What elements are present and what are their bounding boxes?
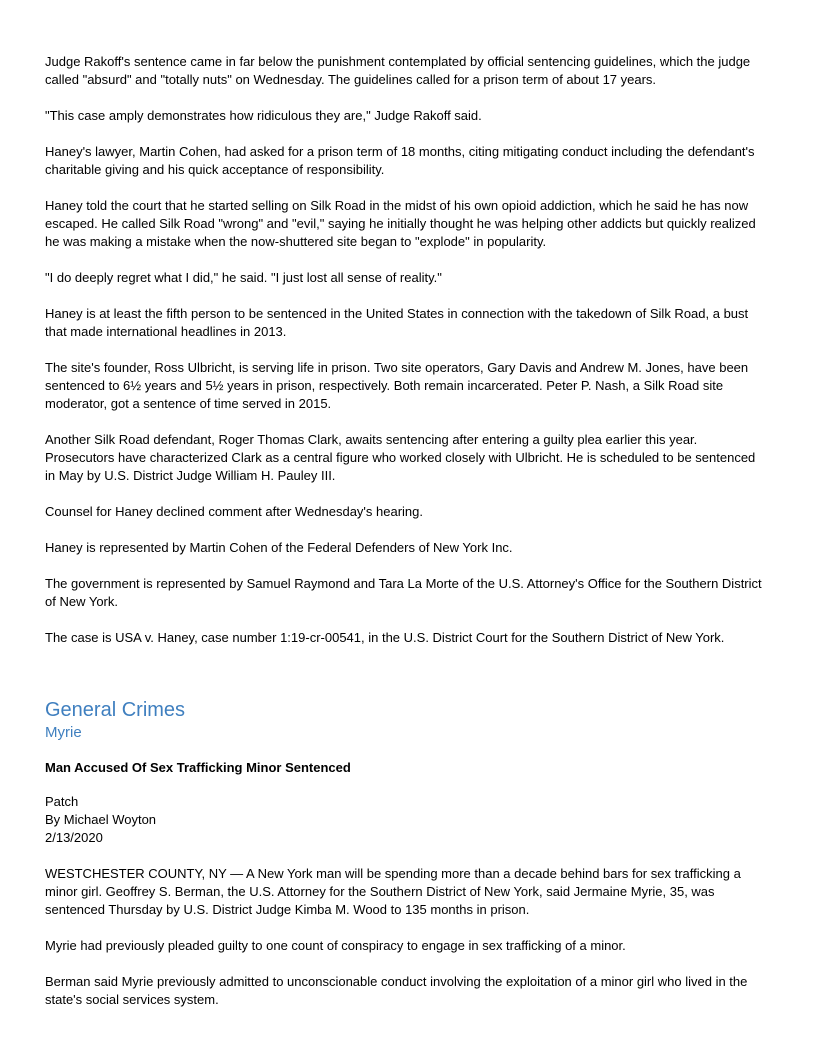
article-date: 2/13/2020: [45, 830, 103, 845]
article1-paragraph: The government is represented by Samuel Raymond and Tara La Morte of the U.S. Attorney's Office for the Southern District of New York.: [45, 576, 762, 609]
article1-paragraph: Haney's lawyer, Martin Cohen, had asked for a prison term of 18 months, citing mitigating conduct including the defendant's charitable giving and his quick acceptance of responsibility.: [45, 144, 755, 177]
article1-paragraph: "This case amply demonstrates how ridiculous they are," Judge Rakoff said.: [45, 108, 482, 123]
article2-paragraph: WESTCHESTER COUNTY, NY — A New York man will be spending more than a decade behind bars for sex trafficking a minor girl. Geoffrey S. Berman, the U.S. Attorney for the Southern District of New York, said Jermaine Myrie, 35, was sentenced Thursday by U.S. District Judge Kimba M. Wood to 135 months in prison.: [45, 866, 741, 917]
article-meta: [45, 793, 156, 847]
section-title: General Crimes: [45, 699, 186, 721]
article1-paragraph: Another Silk Road defendant, Roger Thomas Clark, awaits sentencing after entering a guilty plea earlier this year. Prosecutors have characterized Clark as a central figure who worked closely with Ulbricht. He is scheduled to be sentenced in May by U.S. District Judge William H. Pauley III.: [45, 432, 756, 483]
article-byline: By Michael Woyton: [45, 812, 157, 827]
article1-paragraph: The case is USA v. Haney, case number 1:19-cr-00541, in the U.S. District Court for the Southern District of New York.: [45, 630, 725, 645]
article1-paragraph: Haney told the court that he started selling on Silk Road in the midst of his own opioid addiction, which he said he has now escaped. He called Silk Road "wrong" and "evil," saying he initially thought he was helping other addicts but quickly realized he was making a mistake when the now-shuttered site began to "explode" in popularity.: [45, 198, 756, 249]
article1-paragraph: "I do deeply regret what I did," he said. "I just lost all sense of reality.": [45, 270, 442, 285]
article1-paragraph: Haney is represented by Martin Cohen of the Federal Defenders of New York Inc.: [45, 540, 513, 555]
article2-paragraph: Berman said Myrie previously admitted to unconscionable conduct involving the exploitation of a minor girl who lived in the state's social services system.: [45, 974, 748, 1007]
section-subtitle: Myrie: [45, 724, 82, 741]
article1-paragraph: Haney is at least the fifth person to be sentenced in the United States in connection with the takedown of Silk Road, a bust that made international headlines in 2013.: [45, 306, 749, 339]
article-source: Patch: [45, 794, 79, 809]
article1-paragraph: The site's founder, Ross Ulbricht, is serving life in prison. Two site operators, Gary Davis and Andrew M. Jones, have been sentenced to 6½ years and 5½ years in prison, respectively. Both remain incarcerated. Peter P. Nash, a Silk Road site moderator, got a sentence of time served in 2015.: [45, 360, 749, 411]
article1-paragraph: Judge Rakoff's sentence came in far below the punishment contemplated by official sentencing guidelines, which the judge called "absurd" and "totally nuts" on Wednesday. The guidelines called for a prison term of about 17 years.: [45, 54, 751, 87]
article-headline: Man Accused Of Sex Trafficking Minor Sentenced: [45, 760, 351, 775]
article1-paragraph: Counsel for Haney declined comment after Wednesday's hearing.: [45, 504, 424, 519]
article2-paragraph: Myrie had previously pleaded guilty to one count of conspiracy to engage in sex trafficking of a minor.: [45, 938, 626, 953]
